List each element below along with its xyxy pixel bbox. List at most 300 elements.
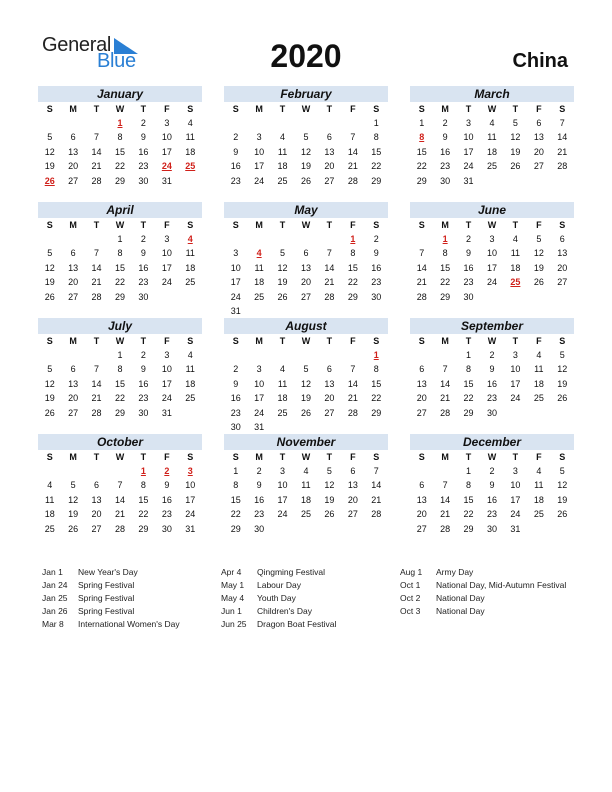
day-cell: 15 [347, 262, 358, 273]
week-row [38, 261, 202, 275]
day-cell: 6 [536, 118, 542, 128]
day-cell: 14 [557, 132, 568, 143]
day-cell: 23 [486, 393, 497, 404]
holiday-item [221, 605, 391, 618]
week-row [410, 522, 574, 536]
weekday-label: F [350, 220, 356, 230]
empty-cell [247, 304, 270, 318]
empty-cell [433, 464, 456, 478]
day-cell: 9 [140, 132, 146, 143]
holiday-name: National Day [436, 593, 485, 603]
holiday-column [221, 566, 391, 631]
day-cell: 1 [419, 118, 425, 128]
day-cell: 15 [114, 262, 125, 273]
day-cell: 23 [463, 277, 474, 288]
empty-cell [61, 348, 84, 362]
day-cell: 29 [138, 523, 149, 534]
empty-cell [179, 174, 202, 188]
day-cell: 7 [442, 480, 448, 491]
week-row [224, 493, 388, 507]
week-row [410, 348, 574, 362]
day-cell: 29 [347, 291, 358, 302]
weekday-label: F [164, 452, 170, 462]
empty-cell [38, 464, 61, 478]
empty-cell [341, 522, 364, 536]
empty-cell [410, 232, 433, 246]
day-cell: 9 [442, 132, 448, 143]
day-cell: 7 [350, 364, 356, 375]
week-row [224, 145, 388, 159]
day-cell: 1 [466, 350, 472, 360]
week-row [224, 290, 388, 304]
day-cell: 2 [442, 118, 448, 128]
day-cell: 22 [371, 161, 382, 172]
empty-cell [365, 420, 388, 434]
empty-cell [410, 464, 433, 478]
week-row [410, 377, 574, 391]
day-cell: 12 [510, 132, 521, 143]
month-november [224, 434, 388, 536]
day-cell: 1 [117, 118, 123, 128]
day-cell: 18 [533, 378, 544, 389]
week-row [224, 464, 388, 478]
day-cell: 24 [254, 175, 265, 186]
day-cell: 25 [277, 407, 288, 418]
day-cell: 3 [187, 466, 193, 476]
empty-cell [224, 232, 247, 246]
day-cell: 27 [324, 407, 335, 418]
day-cell: 6 [350, 466, 356, 476]
holiday-date: Jan 24 [42, 580, 68, 590]
month-title: January [38, 86, 202, 102]
day-cell: 8 [117, 248, 123, 259]
day-cell: 15 [440, 262, 451, 273]
week-row [224, 391, 388, 405]
weekday-header [410, 102, 574, 116]
country-label: China [512, 50, 568, 72]
day-cell: 18 [44, 509, 55, 520]
weekday-label: S [187, 336, 194, 346]
day-cell: 4 [187, 234, 193, 244]
day-cell: 22 [463, 509, 474, 520]
day-cell: 11 [487, 132, 497, 143]
day-cell: 2 [466, 234, 472, 244]
holiday-date: Jan 26 [42, 606, 68, 616]
day-cell: 26 [557, 509, 568, 520]
weekday-label: S [559, 220, 566, 230]
day-cell: 12 [533, 248, 544, 259]
weekday-label: T [140, 452, 147, 462]
day-cell: 10 [463, 132, 474, 143]
holiday-date: Mar 8 [42, 619, 64, 629]
week-row [224, 130, 388, 144]
weekday-label: T [465, 220, 472, 230]
day-cell: 28 [91, 291, 102, 302]
weekday-label: F [164, 336, 170, 346]
day-cell: 2 [489, 466, 495, 476]
holiday-name: Spring Festival [78, 580, 135, 590]
day-cell: 6 [70, 248, 76, 259]
weekday-label: S [373, 104, 380, 114]
holiday-name: Youth Day [257, 593, 296, 603]
day-cell: 17 [254, 161, 265, 172]
day-cell: 13 [324, 146, 335, 157]
weekday-label: M [441, 104, 449, 114]
weekday-label: M [69, 336, 77, 346]
weekday-label: W [487, 220, 497, 230]
weekday-label: T [279, 104, 286, 114]
day-cell: 15 [371, 378, 382, 389]
day-cell: 2 [140, 234, 146, 244]
weekday-label: T [140, 104, 147, 114]
holiday-item [42, 618, 212, 631]
week-row [410, 275, 574, 289]
day-cell: 16 [138, 378, 149, 389]
empty-cell [224, 348, 247, 362]
empty-cell [247, 232, 270, 246]
day-cell: 29 [230, 523, 241, 534]
weekday-header [224, 334, 388, 348]
day-cell: 15 [463, 494, 474, 505]
week-row [224, 522, 388, 536]
day-cell: 19 [68, 509, 79, 520]
month-title: July [38, 318, 202, 334]
day-cell: 29 [371, 175, 382, 186]
day-cell: 15 [138, 494, 149, 505]
day-cell: 10 [185, 480, 196, 491]
weekday-label: S [418, 452, 425, 462]
holiday-date: Jan 1 [42, 567, 63, 577]
weekday-label: W [487, 336, 497, 346]
weekday-label: T [279, 336, 286, 346]
day-cell: 10 [161, 132, 172, 143]
empty-cell [294, 304, 317, 318]
day-cell: 16 [486, 494, 497, 505]
day-cell: 8 [419, 132, 425, 143]
day-cell: 7 [94, 132, 100, 143]
weekday-label: S [232, 220, 239, 230]
day-cell: 12 [44, 262, 55, 273]
day-cell: 14 [324, 262, 335, 273]
day-cell: 26 [557, 393, 568, 404]
empty-cell [61, 232, 84, 246]
day-cell: 9 [140, 248, 146, 259]
holiday-name: Dragon Boat Festival [257, 619, 337, 629]
day-cell: 28 [440, 523, 451, 534]
month-title: June [410, 202, 574, 218]
weekday-header [224, 450, 388, 464]
empty-cell [480, 290, 503, 304]
day-cell: 27 [68, 407, 79, 418]
day-cell: 2 [164, 466, 170, 476]
month-october [38, 434, 202, 536]
empty-cell [341, 304, 364, 318]
day-cell: 31 [230, 305, 241, 316]
day-cell: 18 [185, 378, 196, 389]
day-cell: 12 [324, 480, 335, 491]
holiday-name: Army Day [436, 567, 474, 577]
day-cell: 8 [117, 132, 123, 143]
weekday-label: W [487, 452, 497, 462]
day-cell: 12 [44, 378, 55, 389]
month-september [410, 318, 574, 420]
day-cell: 13 [533, 132, 544, 143]
day-cell: 5 [303, 364, 309, 375]
week-row [410, 406, 574, 420]
day-cell: 5 [47, 364, 53, 375]
day-cell: 20 [533, 146, 544, 157]
day-cell: 29 [114, 407, 125, 418]
empty-cell [318, 420, 341, 434]
day-cell: 4 [187, 350, 193, 360]
day-cell: 17 [230, 277, 241, 288]
weekday-label: T [326, 452, 333, 462]
day-cell: 11 [534, 364, 544, 375]
day-cell: 27 [557, 277, 568, 288]
day-cell: 5 [70, 480, 76, 491]
day-cell: 24 [463, 161, 474, 172]
day-cell: 12 [300, 378, 311, 389]
day-cell: 3 [164, 118, 170, 128]
week-row [224, 304, 388, 318]
holiday-item [42, 579, 212, 592]
week-row [410, 493, 574, 507]
day-cell: 21 [324, 277, 335, 288]
weekday-label: T [512, 220, 519, 230]
day-cell: 1 [373, 118, 379, 128]
day-cell: 19 [557, 378, 568, 389]
weekday-label: T [140, 220, 147, 230]
holiday-name: National Day, Mid-Autumn Festival [436, 580, 567, 590]
day-cell: 11 [277, 146, 288, 157]
week-row [224, 362, 388, 376]
week-row [410, 261, 574, 275]
day-cell: 28 [371, 509, 382, 520]
day-cell: 26 [44, 407, 55, 418]
weekday-label: W [301, 452, 311, 462]
weekday-label: M [255, 104, 263, 114]
day-cell: 27 [324, 175, 335, 186]
day-cell: 6 [94, 480, 100, 491]
weekday-label: M [441, 220, 449, 230]
day-cell: 3 [233, 248, 239, 259]
day-cell: 19 [557, 494, 568, 505]
empty-cell [38, 348, 61, 362]
weekday-label: M [69, 452, 77, 462]
day-cell: 14 [416, 262, 427, 273]
day-cell: 5 [559, 466, 565, 476]
week-row [224, 377, 388, 391]
empty-cell [365, 304, 388, 318]
day-cell: 28 [114, 523, 125, 534]
day-cell: 21 [91, 393, 102, 404]
day-cell: 3 [512, 350, 518, 360]
day-cell: 15 [114, 146, 125, 157]
holiday-item [42, 566, 212, 579]
day-cell: 29 [463, 407, 474, 418]
weekday-label: F [536, 452, 542, 462]
day-cell: 16 [463, 262, 474, 273]
empty-cell [551, 406, 574, 420]
week-row [38, 174, 202, 188]
day-cell: 28 [416, 291, 427, 302]
year-title: 2020 [270, 38, 342, 74]
week-row [38, 391, 202, 405]
day-cell: 21 [91, 277, 102, 288]
holiday-name: Children's Day [257, 606, 313, 616]
day-cell: 16 [230, 393, 241, 404]
weekday-label: S [46, 220, 53, 230]
day-cell: 22 [114, 161, 125, 172]
weekday-label: W [115, 452, 125, 462]
day-cell: 22 [371, 393, 382, 404]
day-cell: 3 [164, 350, 170, 360]
day-cell: 13 [557, 248, 568, 259]
day-cell: 21 [440, 393, 451, 404]
day-cell: 10 [486, 248, 497, 259]
day-cell: 25 [533, 509, 544, 520]
day-cell: 19 [300, 393, 311, 404]
weekday-label: F [536, 336, 542, 346]
day-cell: 6 [70, 364, 76, 375]
empty-cell [504, 174, 527, 188]
holiday-item [221, 566, 391, 579]
day-cell: 18 [277, 393, 288, 404]
day-cell: 1 [117, 350, 123, 360]
day-cell: 4 [536, 466, 542, 476]
empty-cell [527, 290, 550, 304]
day-cell: 9 [466, 248, 472, 259]
day-cell: 1 [466, 466, 472, 476]
day-cell: 15 [371, 146, 382, 157]
weekday-header [410, 218, 574, 232]
week-row [38, 362, 202, 376]
weekday-label: W [115, 220, 125, 230]
week-row [224, 348, 388, 362]
weekday-label: S [187, 452, 194, 462]
day-cell: 26 [44, 291, 55, 302]
day-cell: 30 [138, 291, 149, 302]
day-cell: 22 [416, 161, 427, 172]
day-cell: 26 [300, 175, 311, 186]
empty-cell [365, 522, 388, 536]
empty-cell [318, 522, 341, 536]
day-cell: 11 [534, 480, 544, 491]
weekday-label: M [255, 452, 263, 462]
weekday-header [38, 218, 202, 232]
week-row [410, 145, 574, 159]
day-cell: 12 [557, 480, 568, 491]
month-title: December [410, 434, 574, 450]
day-cell: 21 [347, 161, 358, 172]
day-cell: 7 [373, 466, 379, 476]
weekday-label: M [441, 452, 449, 462]
day-cell: 31 [185, 523, 196, 534]
day-cell: 21 [557, 146, 568, 157]
weekday-header [410, 334, 574, 348]
day-cell: 21 [347, 393, 358, 404]
day-cell: 18 [277, 161, 288, 172]
day-cell: 18 [300, 494, 311, 505]
empty-cell [85, 232, 108, 246]
day-cell: 4 [187, 118, 193, 128]
week-row [224, 507, 388, 521]
holiday-date: Apr 4 [221, 567, 242, 577]
empty-cell [527, 406, 550, 420]
day-cell: 5 [47, 248, 53, 259]
weekday-label: W [115, 104, 125, 114]
day-cell: 23 [138, 393, 149, 404]
day-cell: 19 [277, 277, 288, 288]
day-cell: 2 [233, 132, 239, 143]
day-cell: 18 [486, 146, 497, 157]
day-cell: 27 [533, 161, 544, 172]
day-cell: 11 [185, 364, 195, 375]
day-cell: 19 [324, 494, 335, 505]
weekday-label: M [69, 220, 77, 230]
week-row [410, 290, 574, 304]
month-april [38, 202, 202, 304]
weekday-label: T [93, 336, 100, 346]
day-cell: 30 [138, 175, 149, 186]
day-cell: 26 [300, 407, 311, 418]
day-cell: 3 [164, 234, 170, 244]
empty-cell [410, 348, 433, 362]
week-row [38, 464, 202, 478]
day-cell: 24 [254, 407, 265, 418]
day-cell: 14 [440, 378, 451, 389]
day-cell: 9 [256, 480, 262, 491]
day-cell: 24 [510, 393, 521, 404]
weekday-label: T [512, 104, 519, 114]
day-cell: 24 [230, 291, 241, 302]
day-cell: 8 [466, 364, 472, 375]
week-row [38, 522, 202, 536]
empty-cell [341, 116, 364, 130]
day-cell: 23 [230, 407, 241, 418]
day-cell: 15 [416, 146, 427, 157]
day-cell: 31 [463, 175, 474, 186]
month-title: February [224, 86, 388, 102]
week-row [224, 420, 388, 434]
day-cell: 13 [68, 378, 79, 389]
day-cell: 29 [440, 291, 451, 302]
empty-cell [527, 174, 550, 188]
day-cell: 4 [536, 350, 542, 360]
day-cell: 2 [256, 466, 262, 476]
day-cell: 5 [326, 466, 332, 476]
weekday-header [410, 450, 574, 464]
empty-cell [38, 116, 61, 130]
day-cell: 9 [373, 248, 379, 259]
day-cell: 21 [416, 277, 427, 288]
weekday-label: F [536, 220, 542, 230]
day-cell: 25 [510, 277, 521, 288]
day-cell: 14 [347, 378, 358, 389]
day-cell: 25 [533, 393, 544, 404]
day-cell: 30 [230, 421, 241, 432]
day-cell: 8 [466, 480, 472, 491]
day-cell: 19 [44, 161, 55, 172]
day-cell: 4 [280, 132, 286, 143]
day-cell: 20 [91, 509, 102, 520]
day-cell: 20 [347, 494, 358, 505]
month-december [410, 434, 574, 536]
holiday-column [400, 566, 570, 618]
day-cell: 18 [185, 146, 196, 157]
weekday-header [38, 450, 202, 464]
week-row [224, 232, 388, 246]
